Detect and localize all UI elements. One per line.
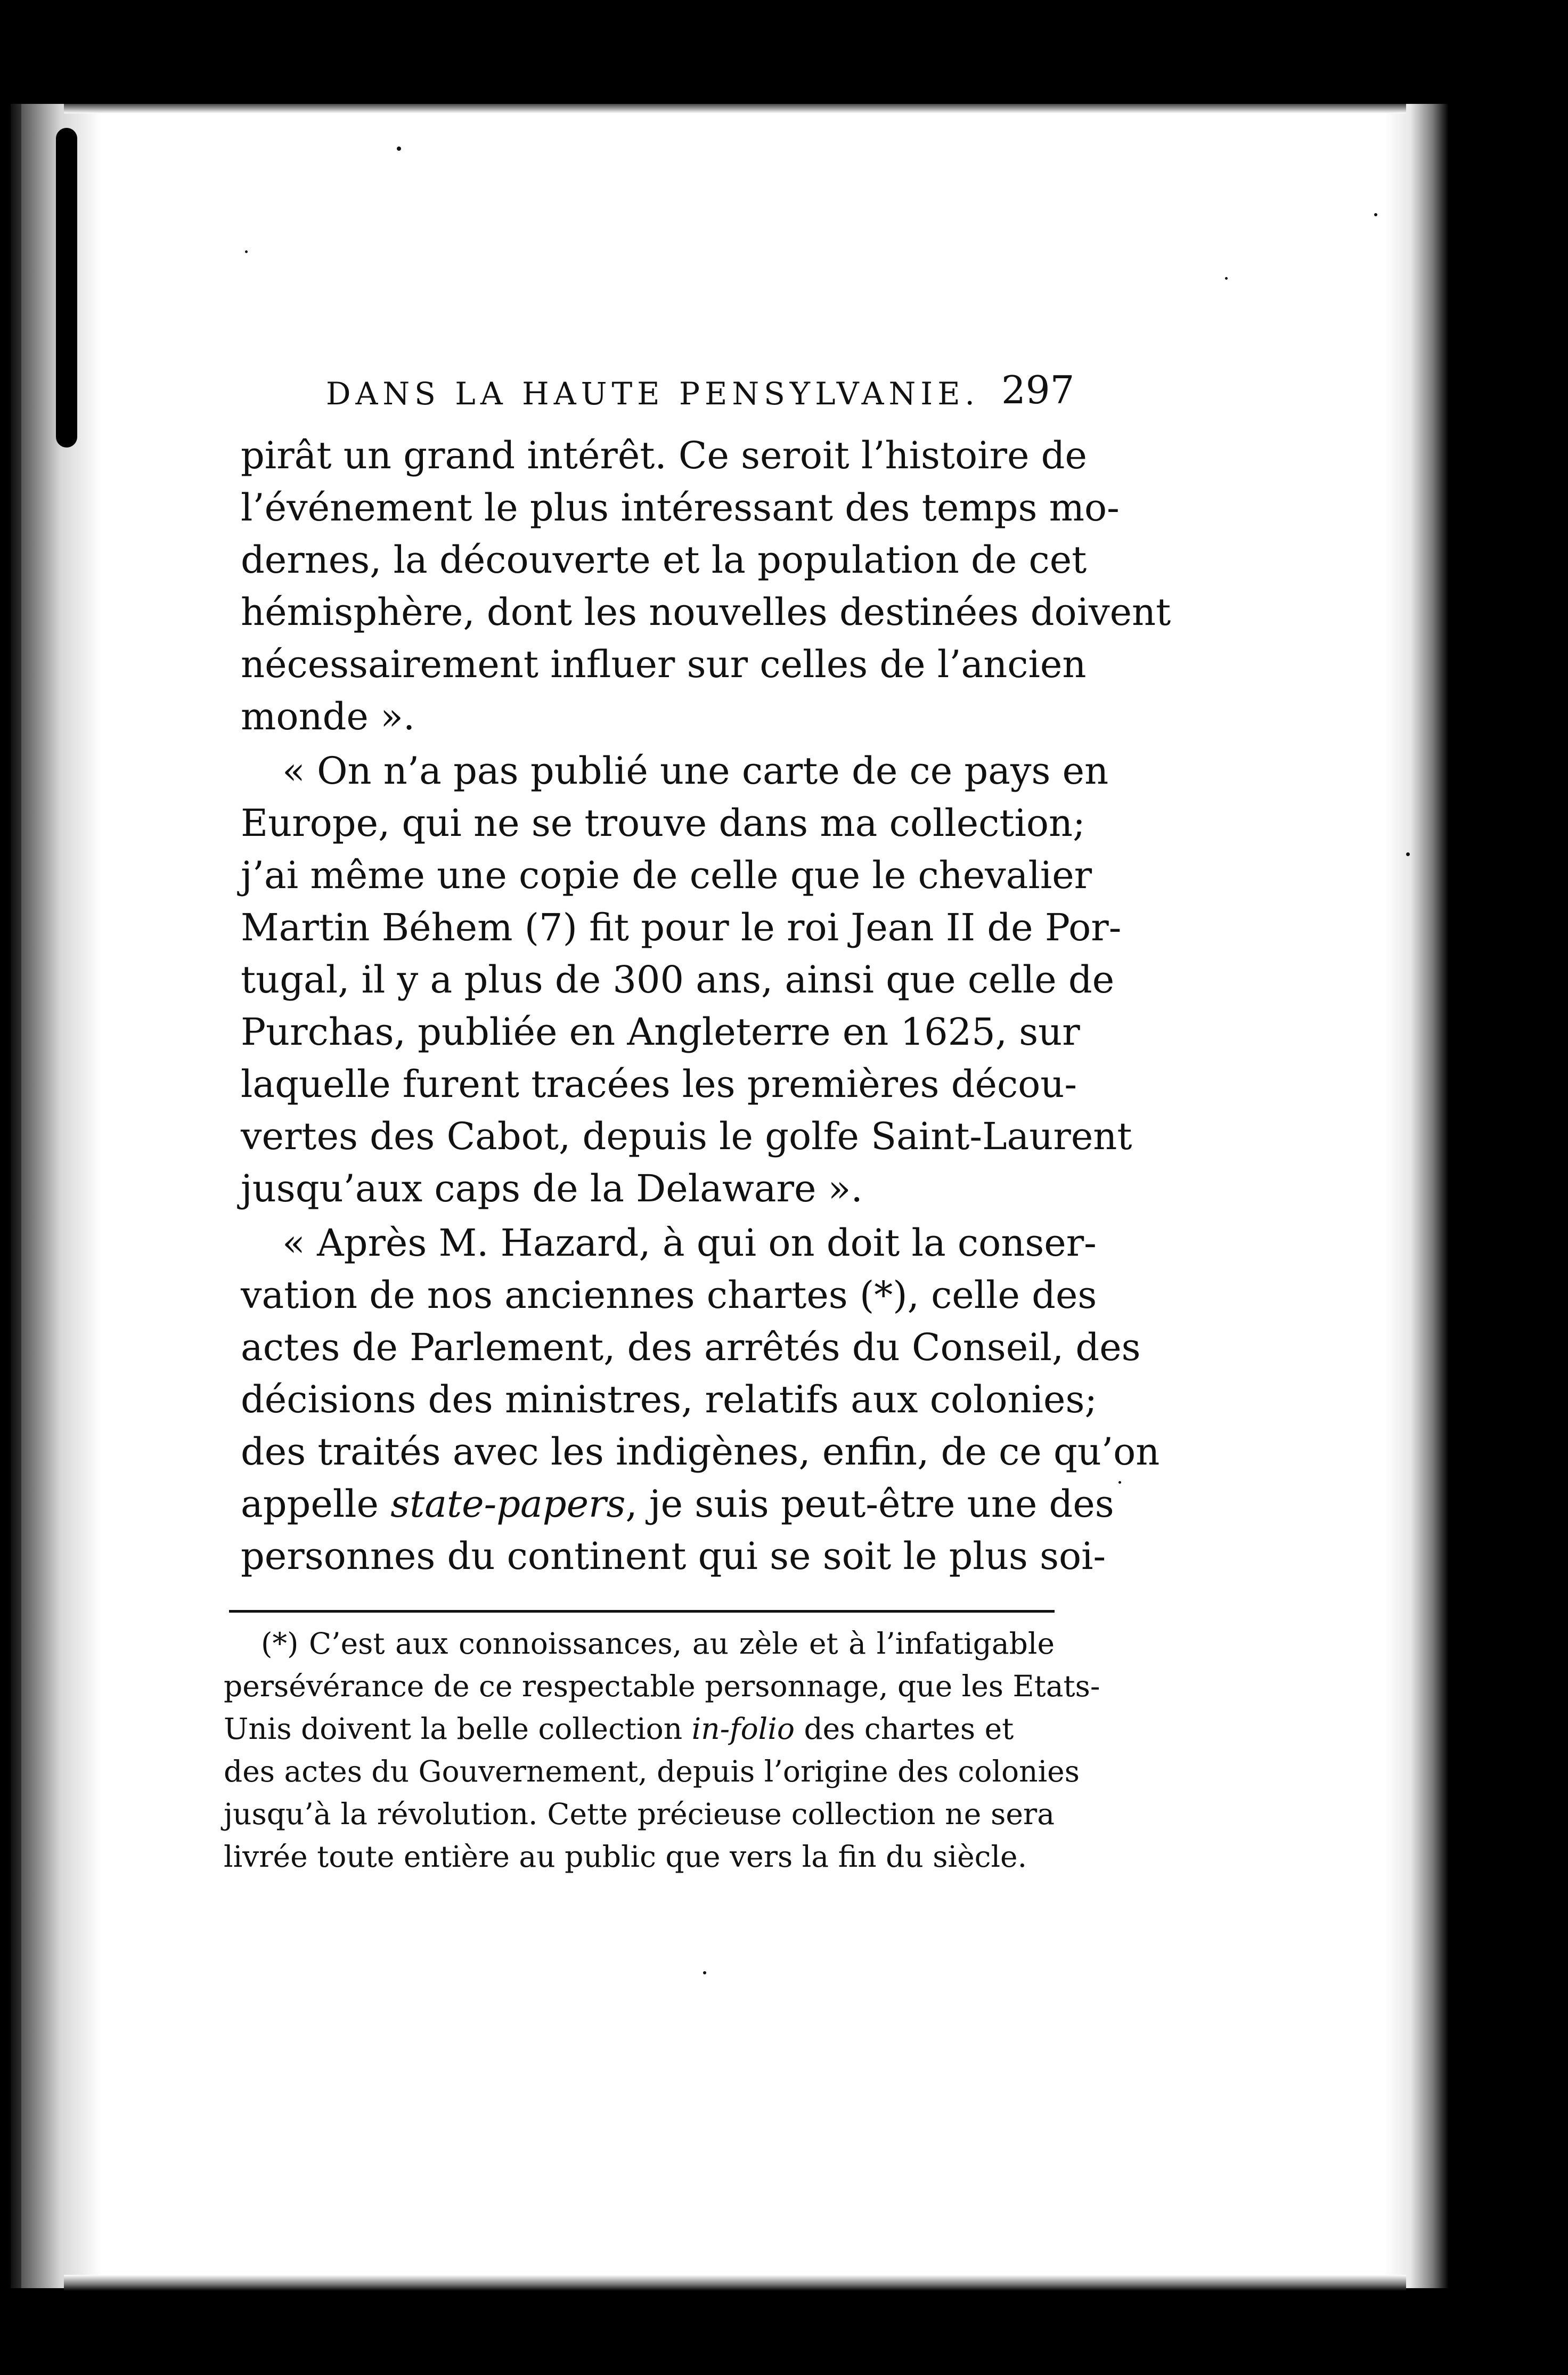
footnote-line: jusqu’à la révolution. Cette précieuse collection ne sera [224,1797,1055,1831]
footnote-rule [229,1610,1055,1613]
body-line: vation de nos anciennes chartes (*), celle des [241,1273,1097,1317]
body-text-fragment: , je suis peut-être une des [625,1482,1114,1526]
binding-dark-streak [56,128,77,448]
body-line: pirât un grand intérêt. Ce seroit l’histoire de [241,434,1087,477]
footnote-line: des actes du Gouvernement, depuis l’origine des colonies [224,1754,1080,1788]
body-text-fragment: appelle [241,1482,379,1526]
body-line: Martin Béhem (7) fit pour le roi Jean II de Por- [241,906,1122,949]
body-line: « Après M. Hazard, à qui on doit la conser- [282,1221,1097,1265]
body-line: l’événement le plus intéressant des temps mo- [241,486,1120,530]
body-line: j’ai même une copie de celle que le chevalier [241,853,1092,897]
body-line: des traités avec les indigènes, enfin, de ce qu’on [241,1430,1160,1474]
footnote-line: (*) C’est aux connoissances, au zèle et à l’infatigable [261,1626,1055,1661]
body-line: personnes du continent qui se soit le plus soi- [241,1534,1106,1578]
footnote-text-fragment: Unis doivent la belle collection [224,1712,683,1746]
body-line: monde ». [241,695,415,738]
body-line: Europe, qui ne se trouve dans ma collection; [241,801,1085,845]
page-bottom-edge [64,2275,1406,2291]
page-right-edge [1385,104,1449,2288]
italic-term: in-folio [691,1712,795,1746]
page-number: 297 [1001,368,1075,412]
body-line: laquelle furent tracées les premières décou- [241,1062,1077,1106]
body-line: Purchas, publiée en Angleterre en 1625, sur [241,1010,1080,1054]
body-line: « On n’a pas publié une carte de ce pays en [282,749,1109,793]
body-line: décisions des ministres, relatifs aux colonies; [241,1378,1097,1421]
body-line: actes de Parlement, des arrêtés du Conseil, des [241,1325,1141,1369]
body-line-with-italic [241,1482,1114,1526]
page-top-edge [64,104,1406,113]
footnote-line: livrée toute entière au public que vers la fin du siècle. [224,1840,1027,1874]
body-line: nécessairement influer sur celles de l’ancien [241,642,1087,686]
italic-term: state-papers [390,1482,626,1526]
footnote-text-fragment: des chartes et [804,1712,1014,1746]
body-line: jusqu’aux caps de la Delaware ». [241,1167,863,1210]
body-line: vertes des Cabot, depuis le golfe Saint-Laurent [241,1115,1132,1158]
body-line: tugal, il y a plus de 300 ans, ainsi que celle de [241,958,1115,1002]
body-line: hémisphère, dont les nouvelles destinées doivent [241,590,1171,634]
footnote-line: persévérance de ce respectable personnage, que les Etats- [224,1669,1100,1703]
body-line: dernes, la découverte et la population de cet [241,538,1087,582]
footnote-line-with-italic [224,1714,1055,1744]
running-head: DANS LA HAUTE PENSYLVANIE. [326,376,979,412]
